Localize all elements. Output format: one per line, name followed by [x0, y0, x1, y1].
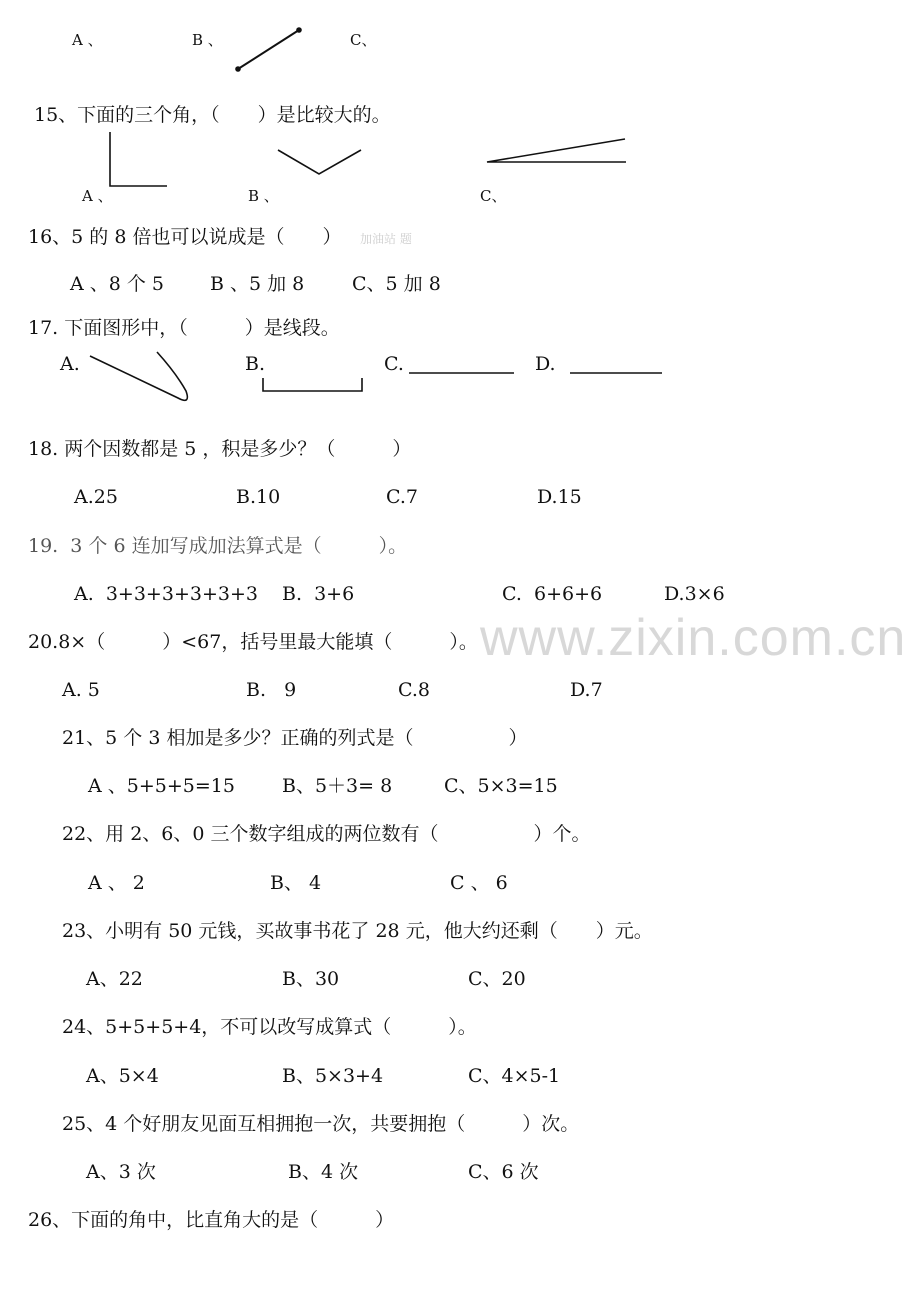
q21-stem: 21、5 个 3 相加是多少？正确的列式是（ ）	[62, 727, 528, 749]
q14-option-a: A 、	[72, 31, 103, 49]
q15-option-c: C、	[480, 187, 507, 205]
q17-option-a: A.	[60, 353, 80, 375]
q16-faint-stamp: 加油站 题	[360, 232, 412, 246]
q23-stem: 23、小明有 50 元钱，买故事书花了 28 元，他大约还剩（ ）元。	[62, 920, 653, 942]
q24-option-a: A、5×4	[86, 1065, 159, 1087]
q22-option-c: C 、 6	[450, 872, 508, 894]
q19-stem: 19. 3 个 6 连加写成加法算式是（ ）。	[28, 535, 408, 557]
q22-stem: 22、用 2、6、0 三个数字组成的两位数有（ ）个。	[62, 823, 591, 845]
q22-option-a: A 、 2	[88, 872, 145, 894]
q20-option-b: B. 9	[246, 679, 297, 701]
q18-option-d: D.15	[537, 486, 582, 508]
q18-option-b: B.10	[236, 486, 281, 508]
q21-option-c: C、5×3=15	[444, 775, 558, 797]
q14-option-b: B 、	[192, 31, 223, 49]
q19-option-a: A. 3+3+3+3+3+3	[74, 583, 258, 605]
q16-stem: 16、5 的 8 倍也可以说成是（ ）	[28, 226, 342, 248]
q22-option-b: B、 4	[270, 872, 322, 894]
q15-right-angle-figure	[110, 132, 167, 186]
q20-stem: 20.8×（ ）<67，括号里最大能填（ ）。	[28, 631, 478, 653]
q21-option-a: A 、5+5+5=15	[88, 775, 235, 797]
q25-option-a: A、3 次	[86, 1161, 156, 1183]
watermark: www.zixin.com.cn	[480, 609, 907, 667]
q18-option-a: A.25	[74, 486, 118, 508]
q19-option-c: C. 6+6+6	[502, 583, 603, 605]
q19-option-d: D.3×6	[664, 583, 725, 605]
q20-option-a: A. 5	[62, 679, 100, 701]
q14-segment-figure	[235, 27, 302, 72]
q24-option-c: C、4×5-1	[468, 1065, 561, 1087]
q23-option-b: B、30	[282, 968, 340, 990]
q15-acute-angle-figure	[487, 139, 626, 162]
q17-option-b: B.	[245, 353, 266, 375]
q25-stem: 25、4 个好朋友见面互相拥抱一次，共要拥抱（ ）次。	[62, 1113, 580, 1135]
q24-stem: 24、5+5+5+4，不可以改写成算式（ ）。	[62, 1016, 477, 1038]
q15-option-b: B 、	[248, 187, 279, 205]
q20-option-c: C.8	[398, 679, 430, 701]
q26-stem: 26、下面的角中，比直角大的是（ ）	[28, 1209, 395, 1231]
q17-curve-figure	[90, 352, 187, 400]
q23-option-a: A、22	[86, 968, 143, 990]
q14-option-c: C、	[350, 31, 377, 49]
q19-option-b: B. 3+6	[282, 583, 355, 605]
q16-option-b: B 、5 加 8	[210, 273, 305, 295]
q16-option-a: A 、8 个 5	[70, 273, 165, 295]
q23-option-c: C、20	[468, 968, 526, 990]
q24-option-b: B、5×3+4	[282, 1065, 384, 1087]
q18-stem: 18. 两个因数都是 5 ，积是多少？（ ）	[28, 438, 412, 460]
q15-stem: 15、下面的三个角，（ ）是比较大的。	[34, 104, 391, 126]
q17-bracket-figure	[263, 378, 362, 391]
q16-option-c: C、5 加 8	[352, 273, 441, 295]
q15-option-a: A 、	[82, 187, 113, 205]
q18-option-c: C.7	[386, 486, 418, 508]
q15-obtuse-angle-figure	[278, 150, 361, 174]
q21-option-b: B、5＋3= 8	[282, 775, 393, 797]
q25-option-c: C、6 次	[468, 1161, 539, 1183]
q20-option-d: D.7	[570, 679, 603, 701]
q17-stem: 17. 下面图形中，（ ）是线段。	[28, 317, 340, 339]
q17-option-d: D.	[535, 353, 556, 375]
q25-option-b: B、4 次	[288, 1161, 359, 1183]
q17-option-c: C.	[384, 353, 404, 375]
